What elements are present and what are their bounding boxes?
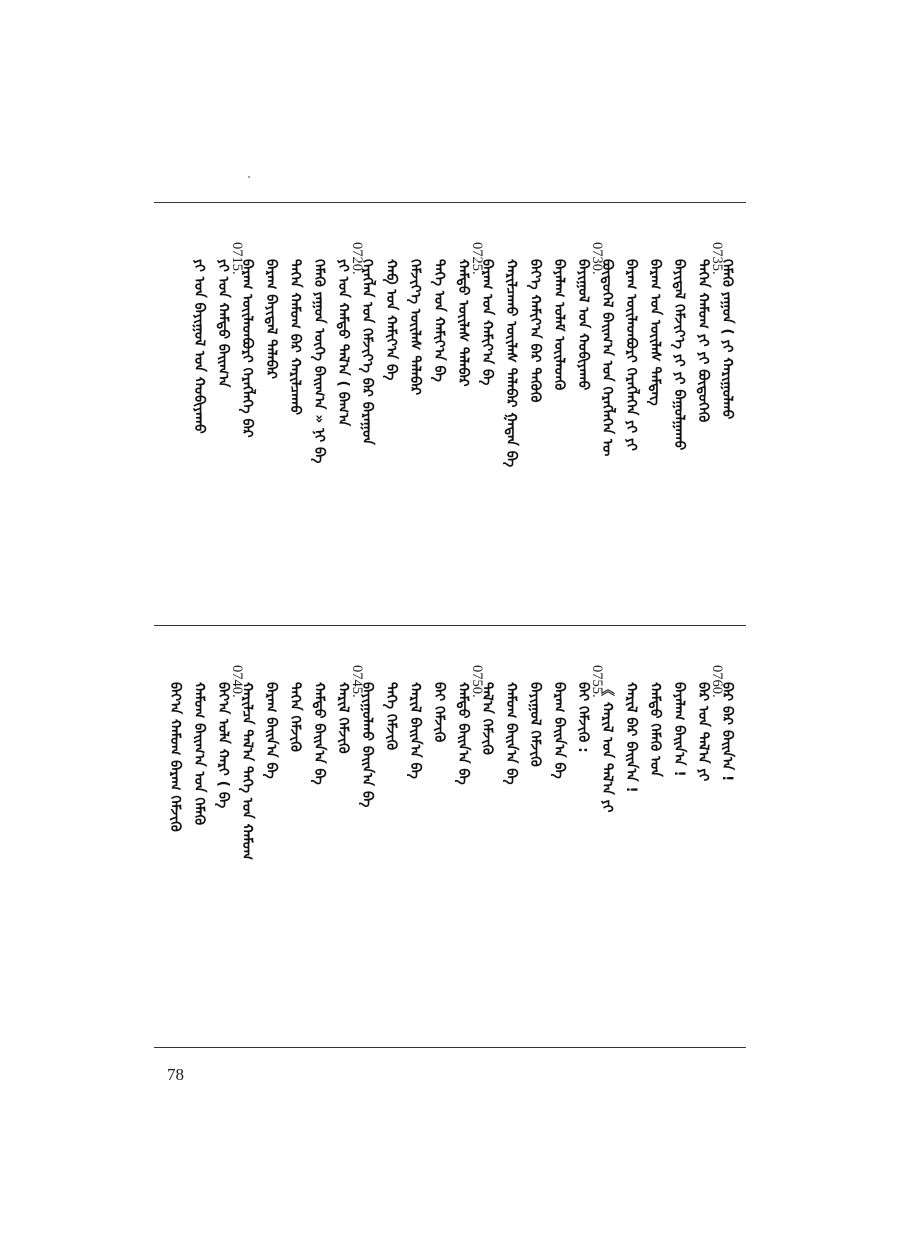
line-number: 0725. — [469, 242, 485, 275]
verse-line-text: ᠬᠠᠮᠲᠤ ᠪᠠᠢᠨ᠎ᠠ ᠪᠠ — [311, 682, 327, 785]
verse-line-text: ᠬᠡᠮᠡᠬᠦ ᠶᠠᠭᠤᠨ ( ᠶᠢ ᠬᠠᠷᠢᠭᠤᠯᠬᠤ — [719, 259, 735, 420]
line-number: 0755. — [589, 665, 605, 698]
verse-line-text: ᠪᠠᠷ ᠤᠨ ᠲᠠᠯ᠎ᠠ ᠶᠢ — [695, 682, 711, 782]
verse-section-top — [154, 202, 746, 625]
scan-speck — [248, 176, 250, 178]
verse-line-text: ᠪᠠᠢ ᠬᠡᠮᠵᠢᠬᠦ — [431, 682, 447, 743]
verse-line-text: ᠪᠠᠶᠠᠯᠠᠭ ᠪᠠᠢᠨ᠎ᠠ ! — [671, 682, 687, 777]
verse-line-text: ᠶᠢ ᠤᠨ ᠬᠠᠮᠲᠤ ᠲᠠᠯ᠎ᠠ ( ᠪᠠᠭ᠎ᠠ — [335, 259, 351, 427]
verse-line-text: ᠶᠢ ᠤᠨ ᠪᠠᠶᠢᠭᠤᠯ ᠤᠨ ᠬᠤᠪᠢᠶᠠᠬᠤ — [191, 259, 207, 434]
line-number: 0740. — [229, 665, 245, 698]
verse-line-text: ᠪᠠᠶᠢᠭᠤᠯ ᠤᠨ ᠬᠤᠪᠢᠶᠠᠬᠤ — [575, 259, 591, 391]
verse-line-text: ᠬᠠᠷᠢᠯᠴᠠᠬᠤ ᠦᠢᠯᠡᠰ ᠲᠠᠯᠠᠪᠠᠷ ᠭᠠᠳᠠᠨ ᠪᠠ — [503, 259, 519, 468]
verse-line-text: ᠬᠠᠪ ᠤᠨ ᠬᠠᠮᠢᠶ᠎ᠠ ᠪᠠ — [383, 259, 399, 381]
verse-line-text: ᠲᠠᠯ᠎ᠠ ᠬᠡᠮᠵᠢᠬᠦ — [479, 682, 495, 755]
line-number: 0720. — [349, 242, 365, 275]
verse-line-text: ᠬᠠᠷᠢᠯ ᠪᠡᠷ ᠪᠠᠢᠨ᠎ᠠ ! — [623, 682, 639, 793]
verse-line-text: ᠪᠠᠶᠠᠯᠠᠭ ᠤᠯᠠᠮ ᠦᠢᠯᠡᠳᠬᠦ — [551, 259, 567, 391]
verse-line-text: ᠲᠡᠭᠡᠨ ᠬᠡᠮᠵᠢᠬᠦ — [287, 682, 303, 752]
verse-line-text: ᠬᠠᠷᠢᠯ ᠬᠡᠮᠵᠢᠬᠦ — [335, 682, 351, 754]
verse-lines — [154, 625, 746, 1047]
line-number: 0715. — [229, 242, 245, 275]
line-number: 0735. — [709, 242, 725, 275]
verse-line-text: ᠬᠠᠮᠲᠤ ᠬᠡᠮᠡᠬᠦ ᠤᠨ — [647, 682, 663, 777]
verse-line-text: ᠪᠠᠷᠠᠭ ᠤᠨ ᠬᠠᠮᠢᠶ᠎ᠠ ᠪᠠ — [479, 259, 495, 386]
verse-line-text: ᠪᠠᠷᠠᠭ ᠪᠠᠶᠢᠳᠠᠯ ᠲᠠᠯᠠᠪᠠᠷ — [263, 259, 279, 380]
line-number: 0745. — [349, 665, 365, 698]
verse-line-text: ᠬᠠᠮᠤᠭ ᠪᠠᠢᠨ᠎ᠠ ᠪᠠ — [503, 682, 519, 785]
verse-line-text: ᠬᠡᠮᠡᠬᠦ ᠶᠠᠭᠤᠨ ᠦᠭᠡ ᠪᠠᠢᠭ᠎ᠠ » ᠨᠢ ᠪᠠ — [311, 259, 327, 464]
verse-line-text: ᠪᠡᠶ᠎ᠡ ᠬᠠᠮᠢᠶ᠎ᠠ ᠪᠡᠷ ᠲᠡᠭᠦᠬᠦ — [527, 259, 543, 403]
verse-line-text: ᠪᠠᠷᠠᠭ ᠤᠨ ᠦᠢᠯᠡᠰ ᠲᠡᠮᠳᠡᠭ — [647, 259, 663, 406]
verse-line-text: ᠲᠡᠭᠡᠨ ᠬᠠᠮᠤᠭ ᠪᠡᠷ ᠬᠠᠷᠢᠯᠴᠠᠬᠤ — [287, 259, 303, 415]
line-number: 0760. — [709, 665, 725, 698]
verse-line-text: ᠬᠠᠷᠢᠯᠴᠠ ᠲᠠᠯ᠎ᠠ ᠲᠡᠭᠡ ᠤᠨ ᠬᠠᠮᠤᠭ — [239, 682, 255, 860]
bottom-rule — [154, 1047, 746, 1048]
verse-line-text: ᠬᠡᠷᠡᠭᠯᠡᠨ ᠤᠨ ᠬᠡᠮᠵᠢᠶ᠎ᠡ ᠪᠡᠷ ᠪᠠᠷᠠᠭᠤᠨ — [359, 259, 375, 445]
verse-section-bottom — [154, 625, 746, 1047]
verse-line-text: ᠬᠠᠮᠲᠤ ᠦᠢᠯᠡᠰ ᠲᠠᠯᠠᠪᠠᠷ — [455, 259, 471, 387]
verse-line-text: ᠬᠠᠮᠲᠤ ᠪᠠᠢᠨ᠎ᠠ ᠪᠠ — [455, 682, 471, 785]
verse-line-text: ᠪᠠᠶᠢᠭᠤᠯᠬᠤ ᠪᠠᠢᠨ᠎ᠠ ᠪᠠ — [359, 682, 375, 808]
verse-line-text: ᠪᠠᠷᠠᠭ ᠪᠠᠢᠨ᠎ᠠ ᠪᠠ — [551, 682, 567, 779]
verse-line-text: ᠪᠠᠷᠠᠭ ᠪᠠᠢᠨ᠎ᠠ ᠪᠠ — [263, 682, 279, 779]
line-number: 0730. — [589, 242, 605, 275]
verse-line-text: ᠪᠠᠷᠠᠭ ᠦᠢᠯᠡᠳᠪᠦᠷᠢ ᠬᠡᠷᠡᠭᠯᠡᠭᠡᠨ ᠶᠢ ᠶᠢ — [623, 259, 639, 451]
page-number: 78 — [167, 1065, 184, 1084]
verse-line-text: ᠪᠠᠶ᠎ᠠ ᠬᠠᠮᠤᠭ ᠪᠠᠷᠠᠭ ᠬᠡᠮᠵᠢᠬᠦ — [167, 682, 183, 832]
verse-line-text: ᠪᠠᠶᠢᠭᠤᠯ ᠬᠡᠮᠵᠢᠬᠦ — [527, 682, 543, 767]
verse-line-text: 《 ᠬᠠᠷᠢᠯ ᠤᠨ ᠲᠠᠯ᠎ᠠ ᠶᠢ — [599, 682, 615, 813]
verse-line-text: ᠬᠠᠷᠢᠯ ᠪᠠᠢᠨ᠎ᠠ ᠪᠠ — [407, 682, 423, 779]
verse-line — [192, 202, 226, 625]
verse-line — [168, 625, 202, 1047]
verse-line-text: ᠪᠠᠶᠢᠳᠠᠯ ᠬᠡᠮᠵᠢᠶ᠎ᠡ ᠶᠢ ᠶᠢ ᠪᠠᠭᠤᠯᠭᠠᠬᠤ — [671, 259, 687, 451]
verse-line-text: ᠪᠠᠷᠠᠭ ᠦᠢᠯᠡᠳᠪᠦᠷᠢ ᠬᠡᠷᠡᠭᠯᠡᠭᠡ ᠪᠡᠷ — [239, 259, 255, 438]
verse-line-text: ᠲᠡᠭᠡ ᠤᠨ ᠬᠠᠮᠢᠶ᠎ᠠ ᠪᠠ — [431, 259, 447, 382]
verse-lines — [154, 202, 746, 625]
verse-line-text: ᠪᠠᠷ ᠪᠡᠷ ᠪᠠᠢᠨ᠎ᠠ ! — [719, 682, 735, 782]
verse-line-text: ᠶᠢ ᠤᠨ ᠬᠠᠮᠲᠤ ᠪᠠᠢᠭ᠎ᠠ — [215, 259, 231, 388]
verse-line-text: ᠪᠦᠲᠦᠭᠡᠯ ᠪᠠᠢᠭ᠎ᠠ ᠤᠨ ᠬᠡᠷᠡᠭᠯᠡᠭᠡᠨ ᠦ — [599, 259, 615, 457]
verse-line-text: ᠬᠡᠮᠵᠢᠶ᠎ᠡ ᠦᠢᠯᠡᠰ ᠲᠠᠯᠠᠪᠠᠷ — [407, 259, 423, 396]
verse-line-text: ᠪᠠᠢ ᠬᠡᠮᠵᠢᠬᠦ : — [575, 682, 591, 753]
line-number: 0750. — [469, 665, 485, 698]
verse-line-text: ᠲᠡᠭᠡ ᠬᠡᠮᠵᠢᠬᠦ — [383, 682, 399, 751]
verse-line-text: ᠲᠡᠭᠡᠨ ᠬᠠᠮᠤᠭ ᠶᠢ ᠶᠢ ᠪᠦᠲᠦᠭᠡᠬᠦ — [695, 259, 711, 423]
verse-line-text: ᠪᠠᠶ᠎ᠠ ᠤᠯᠠ ᠬᠠᠷᠢ ( ᠪᠠ — [215, 682, 231, 809]
verse-line-text: ᠬᠠᠮᠤᠭ ᠪᠠᠢᠭ᠎ᠠ ᠤᠨ ᠬᠡᠮᠡᠬᠦ — [191, 682, 207, 826]
